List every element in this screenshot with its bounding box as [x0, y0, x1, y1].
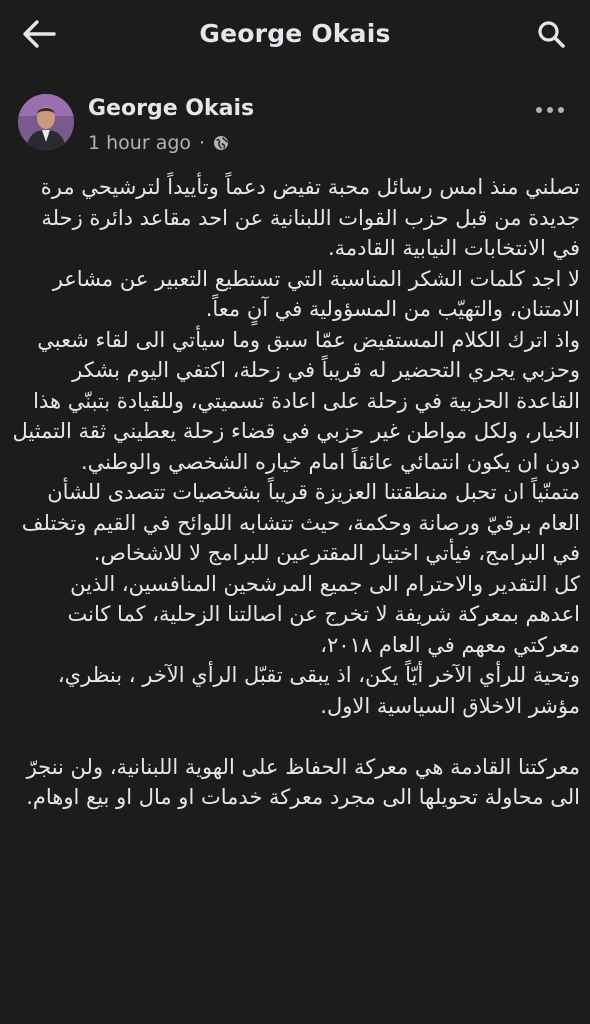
- profile-photo: [18, 94, 74, 150]
- post-paragraph: كل التقدير والاحترام الى جميع المرشحين المنافسين، الذين اعدهم بمعركة شريفة لا تخرج عن اصالتنا الزحلية، كما كانت معركتي معهم في العام ٢٠١٨،: [67, 571, 580, 657]
- top-bar: [0, 0, 590, 66]
- post-author[interactable]: George Okais: [88, 96, 255, 121]
- search-button[interactable]: [530, 13, 572, 55]
- arrow-left-icon: [22, 19, 56, 49]
- more-options-button[interactable]: [530, 100, 570, 120]
- avatar[interactable]: [18, 94, 74, 150]
- post-paragraph: وتحية للرأي الآخر أيّاً يكن، اذ يبقى تقبّل الرأي الآخر ، بنظري، مؤشر الاخلاق السياسية الاول.: [57, 663, 580, 718]
- globe-icon: [213, 135, 229, 151]
- search-icon: [536, 19, 566, 49]
- more-dot: [558, 107, 564, 113]
- meta-separator: ·: [199, 132, 206, 154]
- post-paragraph: لا اجد كلمات الشكر المناسبة التي تستطيع التعبير عن مشاعر الامتنان، والتهيّب من المسؤولية في آنٍ معاً.: [52, 266, 580, 321]
- post-paragraph: متمنّياً ان تحبل منطقتنا العزيزة قريباً بشخصيات تتصدى للشأن العام برقيّ ورصانة وحكمة، حيث تتشابه اللوائح في القيم وتختلف في البرامج، فيأتي اختيار المقترعين للبرامج لا للاشخاص.: [21, 480, 580, 565]
- paragraph-spacer: [10, 721, 580, 752]
- post-paragraph: واذ اترك الكلام المستفيض عمّا سبق وما سيأتي الى لقاء شعبي وحزبي يجري التحضير له قريباً في زحلة، اكتفي اليوم بشكر القاعدة الحزبية في زحلة على اعادة تسميتي، وللقيادة بتبنّي هذا الخيار، ولكل مواطن غير حزبي في قضاء زحلة يعطيني ثقة التمثيل دون ان يكون انتمائي عائقاً امام خياره الشخصي والوطني.: [12, 327, 580, 474]
- post-meta: [88, 132, 229, 154]
- more-dot: [547, 107, 553, 113]
- page-title: George Okais: [199, 18, 391, 48]
- post-paragraph: تصلني منذ امس رسائل محبة تفيض دعماً وتأييداً لترشيحي مرة جديدة من قبل حزب القوات اللبنانية عن احد مقاعد دائرة زحلة في الانتخابات النيابية القادمة.: [40, 175, 580, 260]
- post-paragraph: معركتنا القادمة هي معركة الحفاظ على الهوية اللبنانية، ولن ننجرّ الى محاولة تحويلها الى مجرد معركة خدمات او مال او بيع اوهام.: [26, 754, 580, 809]
- post-text: [10, 172, 580, 813]
- back-button[interactable]: [18, 13, 60, 55]
- post-time[interactable]: 1 hour ago: [88, 132, 192, 154]
- post-header: [0, 92, 590, 164]
- more-horizontal-icon: [536, 107, 542, 113]
